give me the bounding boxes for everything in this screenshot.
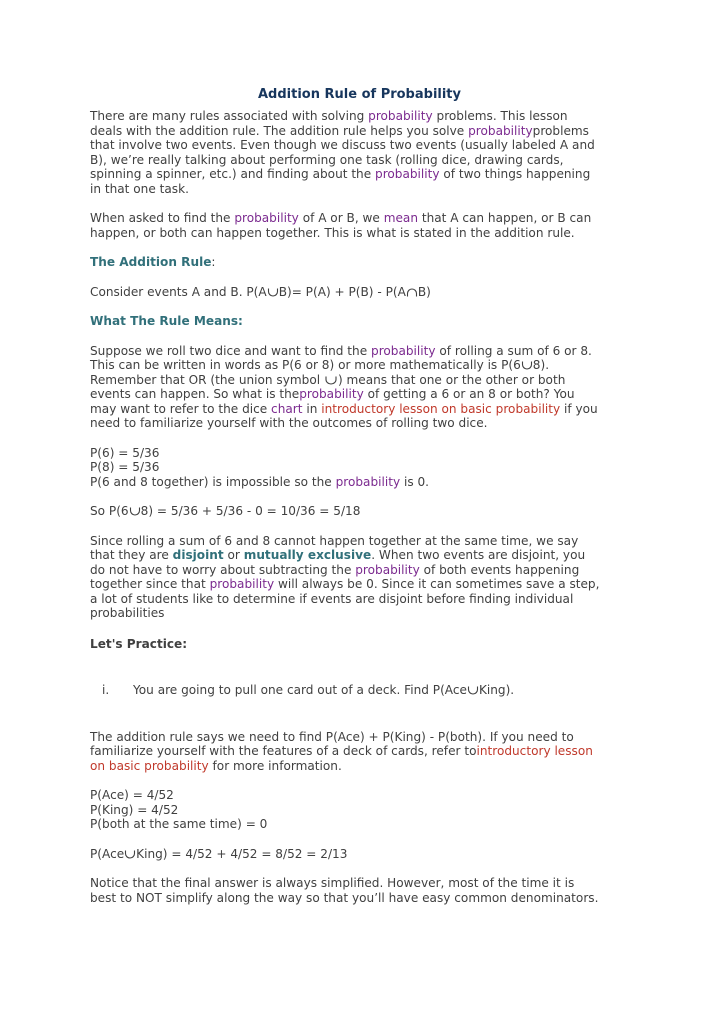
union-symbol-icon bbox=[467, 686, 479, 695]
p-ace-value: P(Ace) = 4/52 bbox=[90, 788, 174, 802]
text-line: need to familiarize yourself with the outcomes of rolling two dice. bbox=[90, 416, 488, 430]
intro-lesson-link[interactable]: introductory lesson bbox=[476, 744, 593, 758]
intro-lesson-link[interactable]: on basic probability bbox=[90, 759, 209, 773]
disjoint-term: disjoint bbox=[172, 548, 224, 562]
p-both-cards-value: P(both at the same time) = 0 bbox=[90, 817, 268, 831]
text-line: This can be written in words as P(6 or 8) or more mathematically is P(6 8). bbox=[90, 358, 550, 372]
text-line: Remember that OR (the union symbol ) means that one or the other or both bbox=[90, 373, 566, 387]
practice-heading: Let's Practice: bbox=[90, 637, 188, 651]
text-line: in that one task. bbox=[90, 182, 189, 196]
p-both-value: P(6 and 8 together) is impossible so the probability is 0. bbox=[90, 475, 429, 489]
text-line: best to NOT simplify along the way so that you’ll have easy common denominators. bbox=[90, 891, 599, 905]
text-line: Suppose we roll two dice and want to find the probability of rolling a sum of 6 or 8. bbox=[90, 344, 592, 358]
intro-lesson-link[interactable]: introductory lesson on basic probability bbox=[321, 402, 561, 416]
p8-value: P(8) = 5/36 bbox=[90, 460, 160, 474]
mutually-exclusive-term: mutually exclusive bbox=[243, 548, 372, 562]
union-symbol-icon bbox=[124, 850, 136, 859]
text-line: on basic probability for more information. bbox=[90, 759, 342, 773]
text-line: happen, or both can happen together. This is what is stated in the addition rule. bbox=[90, 226, 575, 240]
text-line: When asked to find the probability of A or B, we mean that A can happen, or B can bbox=[90, 211, 592, 225]
text-line: deals with the addition rule. The addition rule helps you solve probabilityproblems bbox=[90, 124, 589, 138]
probability-link[interactable]: probability bbox=[375, 167, 440, 181]
practice-item-number: i. bbox=[102, 683, 110, 697]
text-line: spinning a spinner, etc.) and finding about the probability of two things happening bbox=[90, 167, 591, 181]
union-result: So P(6 8) = 5/36 + 5/36 - 0 = 10/36 = 5/18 bbox=[90, 504, 361, 518]
probability-link[interactable]: probability bbox=[368, 109, 433, 123]
union-symbol-icon bbox=[129, 507, 141, 516]
probability-link[interactable]: probability bbox=[234, 211, 299, 225]
intersection-symbol-icon bbox=[406, 288, 418, 297]
text-line: a lot of students like to determine if events are disjoint before finding individual bbox=[90, 592, 574, 606]
text-line: familiarize yourself with the features of a deck of cards, refer tointroductory lesson bbox=[90, 744, 593, 758]
probability-link[interactable]: probability bbox=[468, 124, 533, 138]
rule-formula: Consider events A and B. P(A B)= P(A) + P(B) - P(A B) bbox=[90, 285, 431, 299]
practice-item-text: You are going to pull one card out of a deck. Find P(Ace King). bbox=[133, 683, 515, 697]
text-line: that they are disjoint or mutually exclusive. When two events are disjoint, you bbox=[90, 548, 586, 562]
text-line: The addition rule says we need to find P(Ace) + P(King) - P(both). If you need to bbox=[90, 730, 574, 744]
text-line: Since rolling a sum of 6 and 8 cannot happen together at the same time, we say bbox=[90, 534, 579, 548]
union-symbol-icon bbox=[267, 288, 279, 297]
probability-link[interactable]: probability bbox=[335, 475, 401, 489]
text-line: that involve two events. Even though we discuss two events (usually labeled A and bbox=[90, 138, 595, 152]
probability-link[interactable]: probability bbox=[371, 344, 436, 358]
what-rule-means-heading: What The Rule Means: bbox=[90, 314, 243, 328]
chart-link[interactable]: chart bbox=[271, 402, 303, 416]
probability-link[interactable]: probability bbox=[355, 563, 420, 577]
text-line: events can happen. So what is theprobability of getting a 6 or an 8 or both? You bbox=[90, 387, 575, 401]
p6-value: P(6) = 5/36 bbox=[90, 446, 160, 460]
addition-rule-heading: The Addition Rule: bbox=[90, 255, 216, 269]
text-line: together since that probability will always be 0. Since it can sometimes save a step, bbox=[90, 577, 600, 591]
probability-link[interactable]: probability bbox=[299, 387, 364, 401]
union-symbol-icon bbox=[324, 376, 338, 385]
text-line: do not have to worry about subtracting the probability of both events happening bbox=[90, 563, 580, 577]
answer-line: P(Ace King) = 4/52 + 4/52 = 8/52 = 2/13 bbox=[90, 847, 348, 861]
text-line: Notice that the final answer is always simplified. However, most of the time it is bbox=[90, 876, 575, 890]
p-king-value: P(King) = 4/52 bbox=[90, 803, 179, 817]
union-symbol-icon bbox=[521, 361, 533, 370]
text-line: probabilities bbox=[90, 606, 165, 620]
text-line: There are many rules associated with solving probability problems. This lesson bbox=[90, 109, 568, 123]
mean-link[interactable]: mean bbox=[383, 211, 418, 225]
probability-link[interactable]: probability bbox=[209, 577, 275, 591]
text-line: may want to refer to the dice chart in introductory lesson on basic probability if you bbox=[90, 402, 598, 416]
page-title: Addition Rule of Probability bbox=[258, 87, 461, 102]
text-line: B), we’re really talking about performing one task (rolling dice, drawing cards, bbox=[90, 153, 564, 167]
